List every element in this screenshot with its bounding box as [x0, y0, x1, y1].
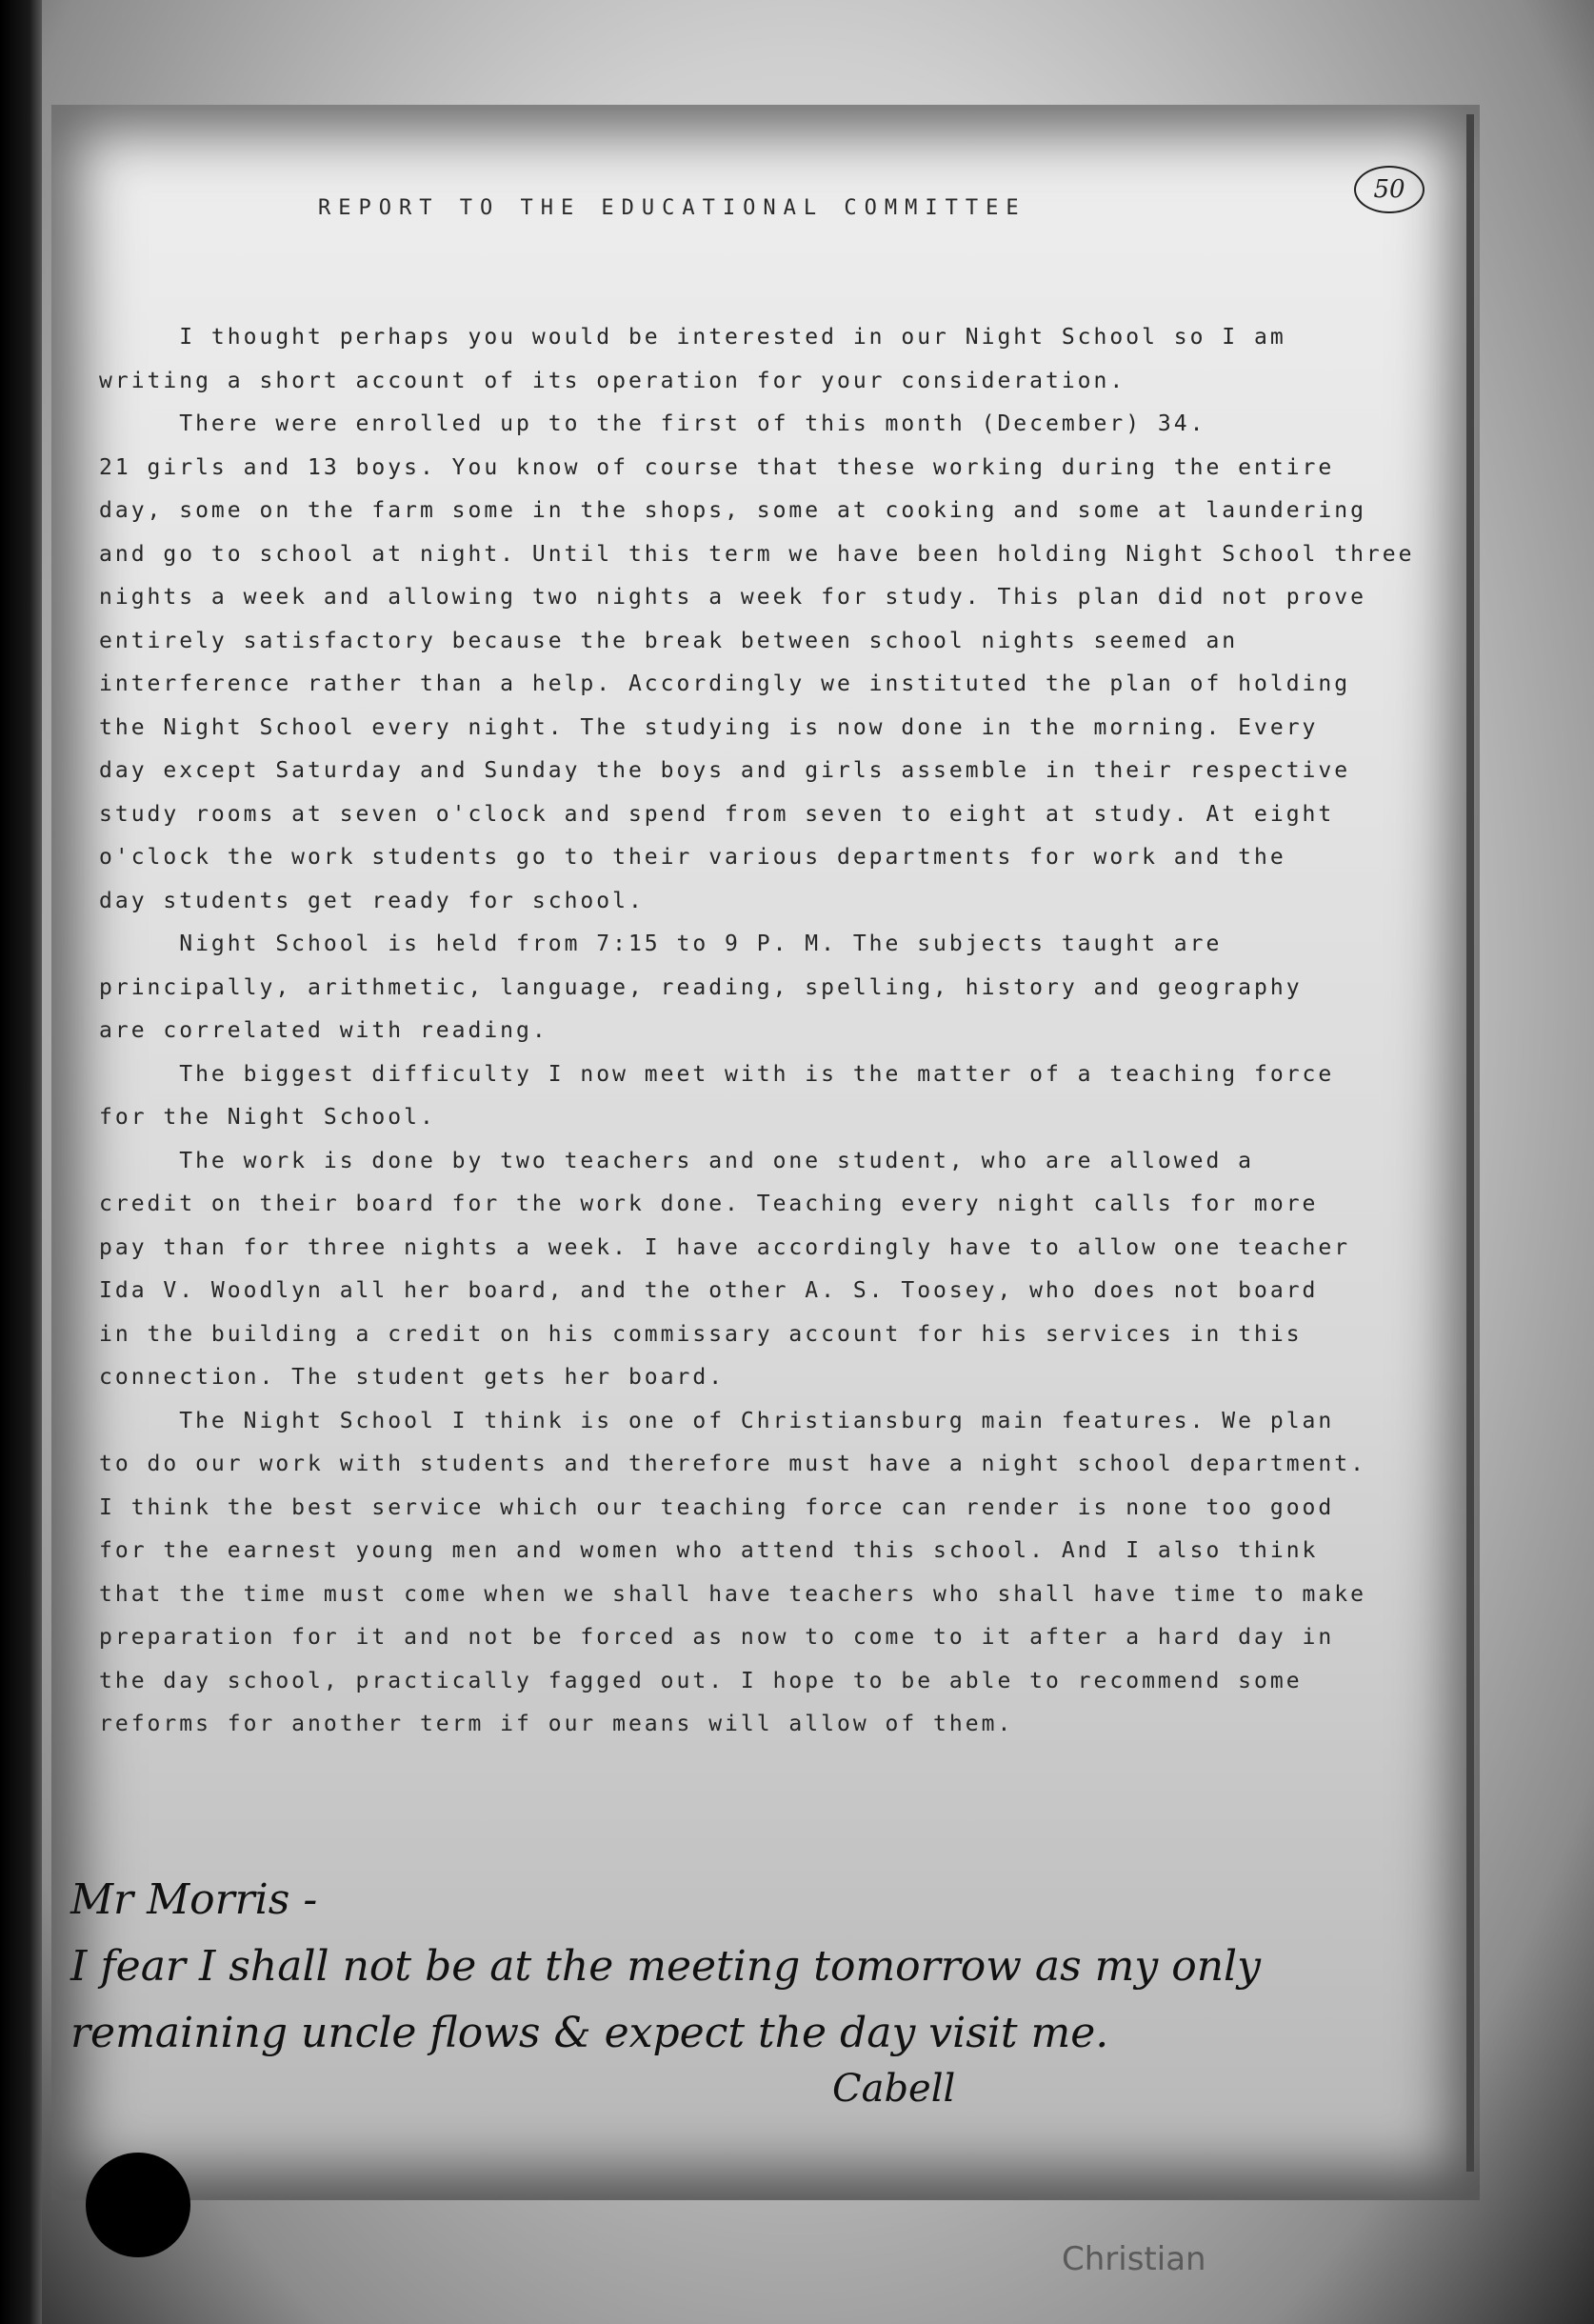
text-line: preparation for it and not be forced as now to come to it after a hard day in — [99, 1625, 1335, 1650]
text-line: writing a short account of its operation for your consideration. — [99, 368, 1126, 393]
text-line: Night School is held from 7:15 to 9 P. M. The subjects taught are — [99, 932, 1223, 956]
watermark: Christian — [1062, 2240, 1206, 2278]
text-line: for the Night School. — [99, 1105, 436, 1130]
text-line: study rooms at seven o'clock and spend from seven to eight at study. At eight — [99, 801, 1335, 827]
document-title: REPORT TO THE EDUCATIONAL COMMITTEE — [318, 196, 1026, 220]
document-page — [51, 105, 1480, 2200]
handwritten-line: remaining uncle flows & expect the day visit me. — [70, 2009, 1109, 2057]
text-line: The biggest difficulty I now meet with is the matter of a teaching force — [99, 1061, 1335, 1087]
text-line: The Night School I think is one of Christiansburg main features. We plan — [99, 1408, 1335, 1433]
signature: Cabell — [832, 2067, 956, 2111]
text-line: I think the best service which our teaching force can render is none too good — [99, 1494, 1335, 1520]
text-line: the Night School every night. The studying is now done in the morning. Every — [99, 714, 1319, 740]
text-line: credit on their board for the work done. Teaching every night calls for more — [99, 1192, 1319, 1216]
binding-hole — [86, 2153, 190, 2257]
text-line: day, some on the farm some in the shops, some at cooking and some at laundering — [99, 498, 1366, 523]
text-line: day students get ready for school. — [99, 888, 645, 913]
text-line: connection. The student gets her board. — [99, 1365, 726, 1390]
text-line: I thought perhaps you would be interested in our Night School so I am — [99, 325, 1286, 350]
page-number-stamp: 50 — [1354, 166, 1425, 213]
text-line: Ida V. Woodlyn all her board, and the other A. S. Toosey, who does not board — [99, 1278, 1319, 1303]
handwritten-line: Mr Morris - — [70, 1875, 318, 1924]
text-line: pay than for three nights a week. I have accordingly have to allow one teacher — [99, 1234, 1351, 1260]
text-line: o'clock the work students go to their various departments for work and the — [99, 845, 1286, 870]
text-line: that the time must come when we shall have teachers who shall have time to make — [99, 1581, 1366, 1607]
text-line: principally, arithmetic, language, reading, spelling, history and geography — [99, 974, 1303, 1000]
handwritten-note — [70, 1867, 1308, 2067]
text-line: to do our work with students and therefore must have a night school department. — [99, 1452, 1366, 1476]
report-body — [99, 316, 1480, 1747]
text-line: are correlated with reading. — [99, 1018, 548, 1043]
text-line: reforms for another term if our means will allow of them. — [99, 1712, 1014, 1736]
text-line: day except Saturday and Sunday the boys and girls assemble in their respective — [99, 758, 1351, 783]
text-line: and go to school at night. Until this term we have been holding Night School three — [99, 541, 1415, 567]
binding-spine — [0, 0, 42, 2324]
text-line: 21 girls and 13 boys. You know of course that these working during the entire — [99, 454, 1335, 480]
text-line: interference rather than a help. Accordingly we instituted the plan of holding — [99, 671, 1351, 696]
handwritten-line: I fear I shall not be at the meeting tomorrow as my only — [70, 1942, 1261, 1991]
text-line: The work is done by two teachers and one student, who are allowed a — [99, 1148, 1254, 1173]
text-line: for the earnest young men and women who attend this school. And I also think — [99, 1538, 1319, 1563]
text-line: in the building a credit on his commissary account for his services in this — [99, 1321, 1303, 1347]
text-line: the day school, practically fagged out. I hope to be able to recommend some — [99, 1668, 1303, 1693]
text-line: entirely satisfactory because the break between school nights seemed an — [99, 628, 1239, 653]
page-edge-shadow — [1466, 114, 1474, 2172]
text-line: nights a week and allowing two nights a week for study. This plan did not prove — [99, 585, 1366, 610]
text-line: There were enrolled up to the first of this month (December) 34. — [99, 411, 1206, 436]
